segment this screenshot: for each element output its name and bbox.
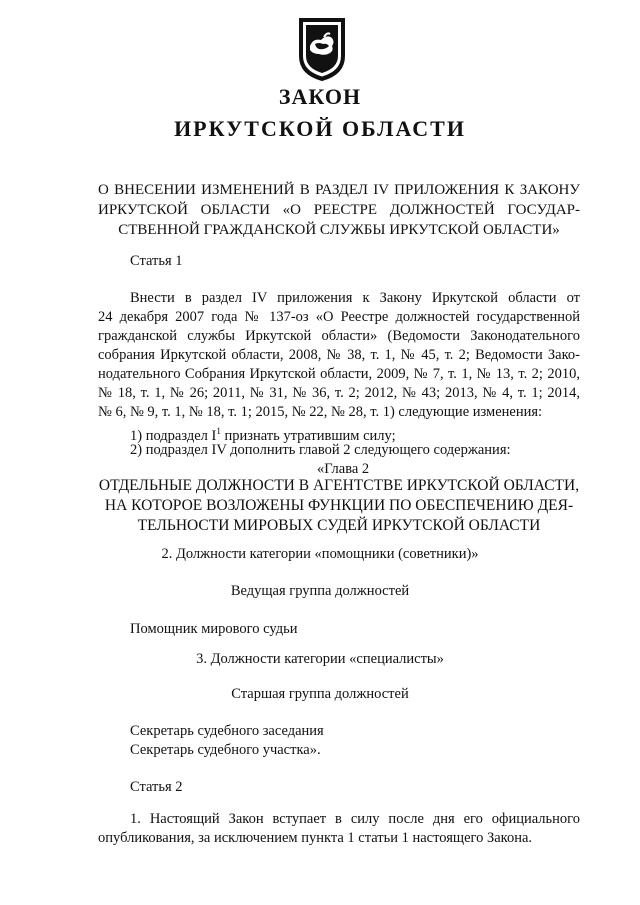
- item-1: 1) подраздел $I^1$ признать утратившим силу;: [130, 426, 396, 444]
- law-subject: [98, 180, 580, 240]
- body-line: собрания Иркутской области, 2008, № 38, т. 1, № 45, т. 2; Ведомости Зако-: [98, 347, 580, 363]
- category-3-heading: 3. Должности категории «специалисты»: [196, 651, 444, 667]
- body-line: 24 декабря 2007 года № 137-оз «О Реестре должностей государственной: [98, 309, 580, 325]
- position-assistant: Помощник мирового судьи: [130, 621, 298, 637]
- body-line: гражданской службы Иркутской области» (Ведомости Законодательного: [98, 328, 580, 344]
- subject-line: СТВЕННОЙ ГРАЖДАНСКОЙ СЛУЖБЫ ИРКУТСКОЙ ОБЛАСТИ»: [118, 222, 560, 238]
- group-leading-heading: Ведущая группа должностей: [230, 583, 410, 599]
- group-senior-heading: Старшая группа должностей: [231, 686, 409, 702]
- coat-of-arms-icon: [297, 16, 347, 82]
- article-1-heading: Статья 1: [130, 253, 183, 269]
- subject-line: ИРКУТСКОЙ ОБЛАСТИ «О РЕЕСТРЕ ДОЛЖНОСТЕЙ ГОСУДАР-: [98, 202, 580, 218]
- chapter-title: [98, 476, 580, 536]
- category-2-heading: 2. Должности категории «помощники (советники)»: [161, 546, 479, 562]
- article-1-body: [98, 289, 580, 422]
- chapter-title-line: ОТДЕЛЬНЫЕ ДОЛЖНОСТИ В АГЕНТСТВЕ ИРКУТСКОЙ ОБЛАСТИ,: [98, 477, 580, 494]
- position-secretary-session: Секретарь судебного заседания: [130, 723, 324, 739]
- body-line: № 6, № 9, т. 1, № 18, т. 1; 2015, № 22, № 28, т. 1) следующие изменения:: [98, 404, 543, 420]
- body-line: 1. Настоящий Закон вступает в силу после дня его официального: [130, 811, 580, 827]
- chapter-title-line: ТЕЛЬНОСТИ МИРОВЫХ СУДЕЙ ИРКУТСКОЙ ОБЛАСТИ: [137, 517, 541, 534]
- item-2: 2) подраздел IV дополнить главой 2 следующего содержания:: [130, 442, 511, 458]
- article-2-heading: Статья 2: [130, 779, 183, 795]
- chapter-label: «Глава 2: [317, 461, 370, 477]
- article-2-body: [98, 810, 580, 848]
- chapter-title-line: НА КОТОРОЕ ВОЗЛОЖЕНЫ ФУНКЦИИ ПО ОБЕСПЕЧЕНИЮ ДЕЯ-: [104, 497, 574, 514]
- region-title: ИРКУТСКОЙ ОБЛАСТИ: [174, 116, 466, 141]
- law-title: ЗАКОН: [278, 84, 362, 109]
- body-line: нодательного Собрания Иркутской области, 2009, № 7, т. 1, № 13, т. 2; 2010,: [98, 366, 580, 382]
- body-line: № 18, т. 1, № 26; 2011, № 31, № 36, т. 2; 2012, № 43; 2013, № 4, т. 1; 2014,: [98, 385, 580, 401]
- subject-line: О ВНЕСЕНИИ ИЗМЕНЕНИЙ В РАЗДЕЛ IV ПРИЛОЖЕНИЯ К ЗАКОНУ: [98, 182, 580, 198]
- body-line: опубликования, за исключением пункта 1 статьи 1 настоящего Закона.: [98, 830, 533, 846]
- body-line: Внести в раздел IV приложения к Закону Иркутской области от: [130, 290, 580, 306]
- position-secretary-district: Секретарь судебного участка».: [130, 742, 321, 758]
